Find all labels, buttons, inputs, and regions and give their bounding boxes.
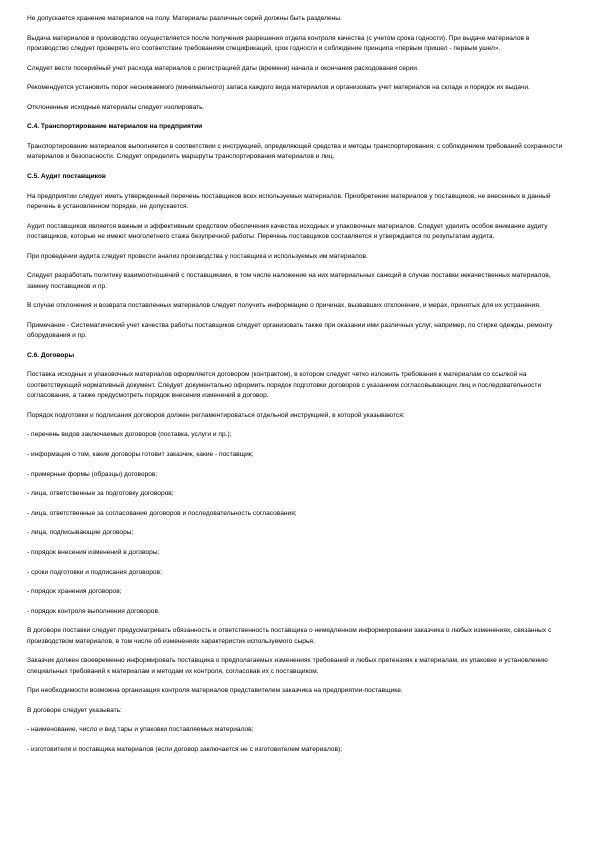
paragraph: В договоре поставки следует предусматривать обязанность и ответственность поставщика о немедленном информировании заказчика о любых изменениях, связанных с производством материалов, в том числе об изменениях характеристик используемого сырья. <box>27 627 552 645</box>
paragraph: При проведении аудита следует провести анализ производства у поставщика и используемых им материалов. <box>27 252 368 260</box>
paragraph: Аудит поставщиков является важным и эффективным средством обеспечения качества исходных и упаковочных материалов. Следует уделить особое внимание аудиту поставщиков, которые не имеют многолетнего стажа безупречной работы. Перечень поставщиков составляется и утверждается по результатам аудита. <box>27 222 548 240</box>
paragraph: - порядок внесения изменений в договоры; <box>27 548 160 556</box>
paragraph: При необходимости возможна организация контроля материалов представителем заказчика на предприятии-поставщике. <box>27 687 403 695</box>
paragraph: - сроки подготовки и подписания договоров; <box>27 568 162 576</box>
paragraph: В договоре следует указывать: <box>27 706 122 714</box>
paragraph: Не допускается хранение материалов на полу. Материалы различных серий должны быть разделены. <box>27 15 342 22</box>
paragraph: Заказчик должен своевременно информировать поставщика о предполагаемых изменениях требований и любых претензиях к материалам, их упаковке и установлению специальных требований к материалам и методам их контроля, согласовав их с поставщиком. <box>27 657 548 675</box>
paragraph: - лица, подписывающие договоры; <box>27 529 134 537</box>
paragraph: - порядок хранения договоров; <box>27 588 122 596</box>
paragraph: Поставка исходных и упаковочных материалов оформляется договором (контрактом), в котором следует четко изложить требования к материалам со ссылкой на соответствующий нормативный документ. Следует документально оформить порядок подготовки договоров с указанием согласовывающих лиц и последовательности согласования, а также предусмотреть порядок внесения изменений в договор. <box>27 371 542 400</box>
paragraph: Порядок подготовки и подписания договоров должен регламентироваться отдельной инструкцией, в которой указываются: <box>27 411 405 419</box>
paragraph: - лица, ответственные за согласование договоров и последовательность согласования; <box>27 509 297 517</box>
paragraph: Примечание - Систематический учет качества работы поставщиков следует организовать также при оказании ими различных услуг, например, по стирке одежды, ремонту оборудования и пр. <box>27 321 553 340</box>
paragraph: Транспортирование материалов выполняется в соответствии с инструкцией, определяющей средства и методы транспортирования, с соблюдением требований сохранности материалов и безопасности. Следует определить маршруты транспортирования материалов и лиц. <box>27 142 563 161</box>
paragraph: Рекомендуется установить порог неснижаемого (минимального) запаса каждого вида материалов и организовать учет материалов на складе и порядок их выдачи. <box>27 84 530 92</box>
paragraph: - лица, ответственные за подготовку договоров; <box>27 490 174 498</box>
section-heading: С.4. Транспортирование материалов на предприятии <box>27 123 203 131</box>
paragraph: Следует вести посерийный учет расхода материалов с регистрацией даты (времени) начала и окончания расходования серии. <box>27 64 419 72</box>
paragraph: Выдача материалов в производство осуществляется после получения разрешения отдела контроля качества (с учетом срока годности). При выдаче материалов в производство следует проверять его соответствие требованиям спецификаций, срок годности и соблюдение принципа «первым пришел - первым ушел». <box>27 34 530 52</box>
paragraph: Следует разработать политику взаимоотношений с поставщиками, в том числе наложение на них материальных санкций в случае поставки некачественных материалов, замену поставщиков и пр. <box>27 272 551 290</box>
paragraph: - изготовителя и поставщика материалов (если договор заключается не с изготовителем материалов); <box>27 746 343 754</box>
document-page <box>27 14 572 765</box>
paragraph: - порядок контроля выполнения договоров. <box>27 607 160 615</box>
paragraph: - информация о том, какие договоры готовит заказчик, какие - поставщик; <box>27 450 254 458</box>
paragraph: В случае отклонения и возврата поставленных материалов следует получить информацию о причинах, вызвавших отклонение, и мерах, принятых для их устранения. <box>27 302 541 310</box>
paragraph: На предприятии следует иметь утвержденный перечень поставщиков всех используемых материалов. Приобретение материалов у поставщиков, не внесенных в данный перечень в установленном порядке, не допускается. <box>27 192 551 210</box>
section-heading: С.6. Договоры <box>27 351 75 359</box>
paragraph: - перечень видов заключаемых договоров (поставка, услуги и пр.); <box>27 431 232 439</box>
paragraph: Отклоненные исходные материалы следует изолировать. <box>27 103 205 111</box>
paragraph: - наименование, число и вид тары и упаковки поставляемых материалов; <box>27 726 254 734</box>
section-heading: С.5. Аудит поставщиков <box>27 172 106 180</box>
paragraph: - примерные формы (образцы) договоров; <box>27 470 158 478</box>
